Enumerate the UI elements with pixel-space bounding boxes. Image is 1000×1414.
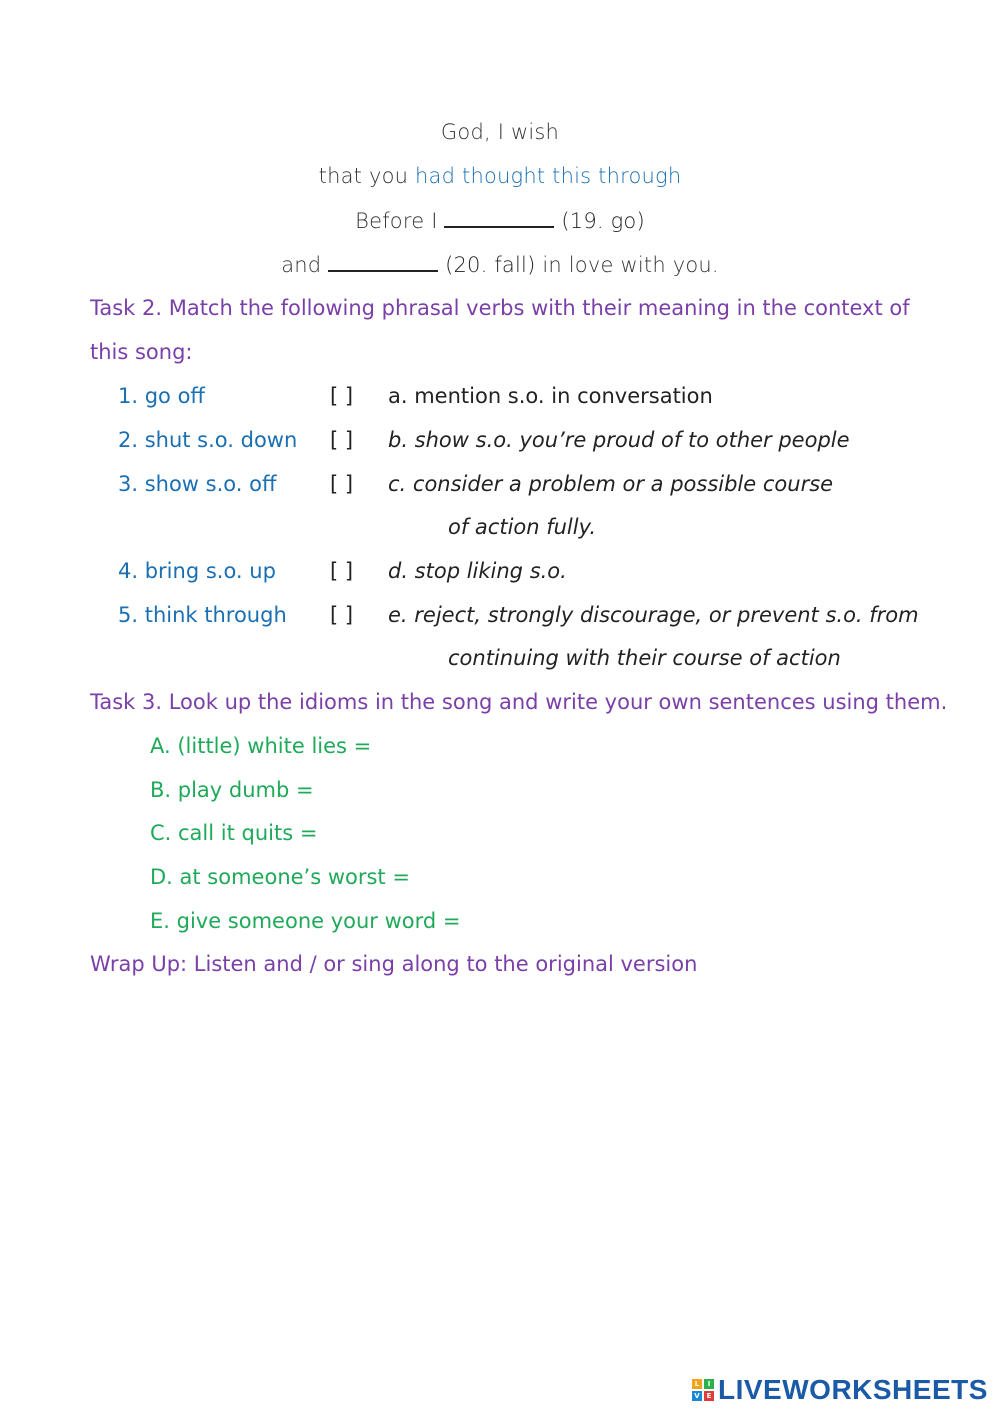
phrasal-verb-4: 4. bring s.o. up [118, 559, 276, 583]
logo-mark-i: I [704, 1379, 714, 1389]
idiom-b: B. play dumb = [150, 778, 314, 802]
answer-bracket-2[interactable]: [ ] [330, 428, 354, 452]
meaning-c-continued: of action fully. [448, 515, 597, 539]
phrasal-verb-2: 2. shut s.o. down [118, 428, 298, 452]
lyric-line-3-verb: (19. go) [554, 209, 645, 233]
lyric-line-4 [0, 252, 1000, 277]
answer-bracket-3[interactable]: [ ] [330, 472, 354, 496]
lyric-line-3 [0, 208, 1000, 233]
answer-bracket-5[interactable]: [ ] [330, 603, 354, 627]
answer-blank-20[interactable] [328, 252, 438, 272]
phrasal-verb-1: 1. go off [118, 384, 205, 408]
meaning-e: e. reject, strongly discourage, or prevent s.o. from [388, 603, 919, 627]
task2-title-line1: Task 2. Match the following phrasal verbs with their meaning in the context of [90, 296, 910, 320]
task2-title-line2: this song: [90, 340, 193, 364]
phrasal-verb-3: 3. show s.o. off [118, 472, 277, 496]
lyric-line-1 [0, 120, 1000, 144]
idiom-c: C. call it quits = [150, 821, 318, 845]
answer-bracket-1[interactable]: [ ] [330, 384, 354, 408]
logo-mark-v: V [692, 1391, 702, 1401]
logo-mark-l: L [692, 1379, 702, 1389]
task3-title: Task 3. Look up the idioms in the song and write your own sentences using them. [90, 690, 948, 714]
logo-text: LIVEWORKSHEETS [718, 1374, 988, 1405]
lyric-line-2-prefix: that you [318, 164, 416, 188]
meaning-c: c. consider a problem or a possible course [388, 472, 834, 496]
lyric-line-4-suffix: in love with you. [535, 253, 719, 277]
logo-mark-e: E [704, 1391, 714, 1401]
answer-blank-19[interactable] [444, 208, 554, 228]
lyric-line-2 [0, 164, 1000, 188]
wrap-up-text: Wrap Up: Listen and / or sing along to the original version [90, 952, 698, 976]
lyric-line-1-text: God, I wish [440, 120, 560, 144]
phrasal-verb-5: 5. think through [118, 603, 287, 627]
idiom-a: A. (little) white lies = [150, 734, 372, 758]
lyric-line-4-prefix: and [281, 253, 329, 277]
liveworksheets-logo-icon [692, 1379, 714, 1401]
meaning-e-continued: continuing with their course of action [448, 646, 841, 670]
meaning-b: b. show s.o. you’re proud of to other people [388, 428, 850, 452]
lyric-line-3-prefix: Before I [355, 209, 445, 233]
meaning-a: a. mention s.o. in conversation [388, 384, 713, 408]
liveworksheets-logo [692, 1375, 988, 1405]
answer-bracket-4[interactable]: [ ] [330, 559, 354, 583]
lyric-line-4-verb: (20. fall) [438, 253, 536, 277]
meaning-d: d. stop liking s.o. [388, 559, 567, 583]
idiom-e: E. give someone your word = [150, 909, 461, 933]
idiom-d: D. at someone’s worst = [150, 865, 410, 889]
lyric-line-2-highlight: had thought this through [415, 164, 682, 188]
